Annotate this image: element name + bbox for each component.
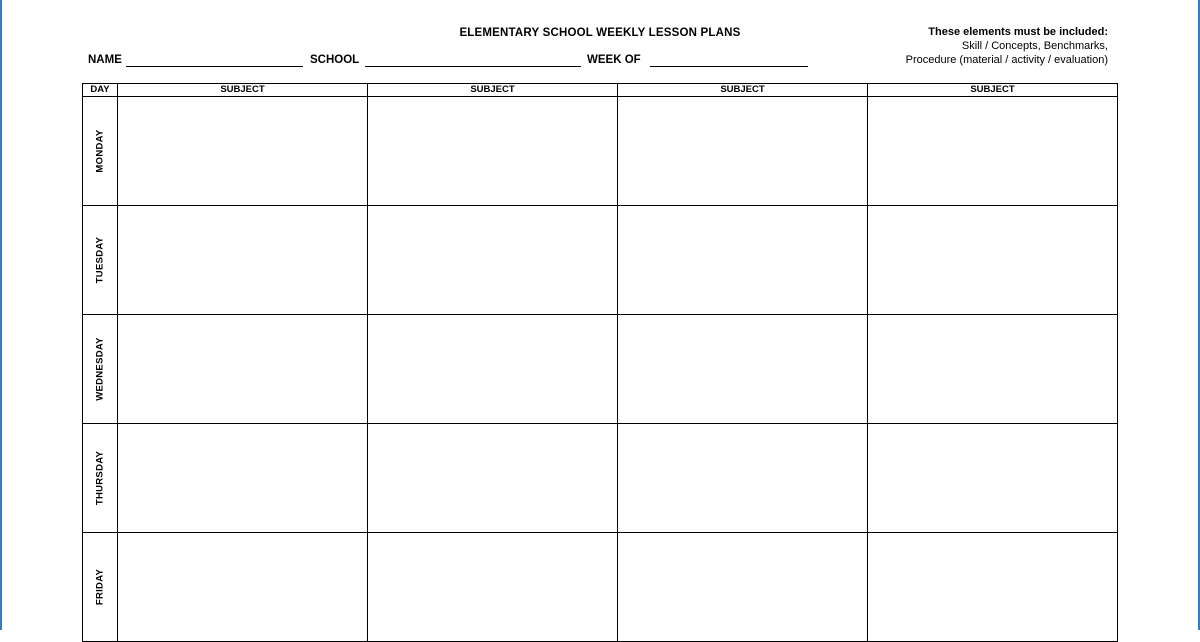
school-field-line[interactable]	[365, 66, 581, 67]
lesson-cell[interactable]	[868, 424, 1118, 533]
lesson-cell[interactable]	[618, 206, 868, 315]
day-label-thursday: THURSDAY	[94, 450, 106, 506]
lesson-cell[interactable]	[368, 315, 618, 424]
name-field-line[interactable]	[126, 66, 303, 67]
lesson-cell[interactable]	[618, 533, 868, 642]
table-row-friday	[83, 533, 1118, 642]
day-cell	[83, 533, 118, 642]
lesson-cell[interactable]	[868, 533, 1118, 642]
lesson-cell[interactable]	[618, 424, 868, 533]
lesson-cell[interactable]	[868, 315, 1118, 424]
requirements-note	[906, 25, 1108, 67]
subject-column-header: SUBJECT	[118, 84, 368, 97]
lesson-plan-table	[82, 83, 1118, 642]
table-row-wednesday	[83, 315, 1118, 424]
note-line-2: Skill / Concepts, Benchmarks,	[961, 40, 1108, 52]
note-line-3: Procedure (material / activity / evaluation)	[905, 54, 1108, 66]
lesson-cell[interactable]	[618, 315, 868, 424]
day-label-friday: FRIDAY	[94, 568, 106, 606]
day-cell	[83, 97, 118, 206]
day-label-monday: MONDAY	[94, 129, 106, 173]
school-label: SCHOOL	[310, 54, 360, 66]
note-line-1: These elements must be included:	[928, 26, 1108, 38]
table-row-thursday	[83, 424, 1118, 533]
lesson-cell[interactable]	[118, 424, 368, 533]
lesson-cell[interactable]	[368, 533, 618, 642]
lesson-cell[interactable]	[368, 97, 618, 206]
lesson-cell[interactable]	[118, 533, 368, 642]
lesson-cell[interactable]	[368, 206, 618, 315]
lesson-cell[interactable]	[618, 97, 868, 206]
lesson-cell[interactable]	[118, 315, 368, 424]
day-cell	[83, 424, 118, 533]
lesson-cell[interactable]	[368, 424, 618, 533]
table-row-monday	[83, 97, 1118, 206]
day-cell	[83, 206, 118, 315]
lesson-cell[interactable]	[868, 206, 1118, 315]
lesson-cell[interactable]	[118, 97, 368, 206]
day-column-header: DAY	[83, 84, 118, 97]
lesson-cell[interactable]	[868, 97, 1118, 206]
name-label: NAME	[88, 54, 122, 66]
day-cell	[83, 315, 118, 424]
table-header-row	[83, 84, 1118, 97]
week-of-label: WEEK OF	[587, 54, 641, 66]
table-row-tuesday	[83, 206, 1118, 315]
day-label-wednesday: WEDNESDAY	[94, 337, 106, 401]
day-label-tuesday: TUESDAY	[94, 236, 106, 284]
page-title: ELEMENTARY SCHOOL WEEKLY LESSON PLANS	[459, 27, 741, 39]
subject-column-header: SUBJECT	[868, 84, 1118, 97]
subject-column-header: SUBJECT	[618, 84, 868, 97]
lesson-cell[interactable]	[118, 206, 368, 315]
week-of-field-line[interactable]	[650, 66, 808, 67]
subject-column-header: SUBJECT	[368, 84, 618, 97]
